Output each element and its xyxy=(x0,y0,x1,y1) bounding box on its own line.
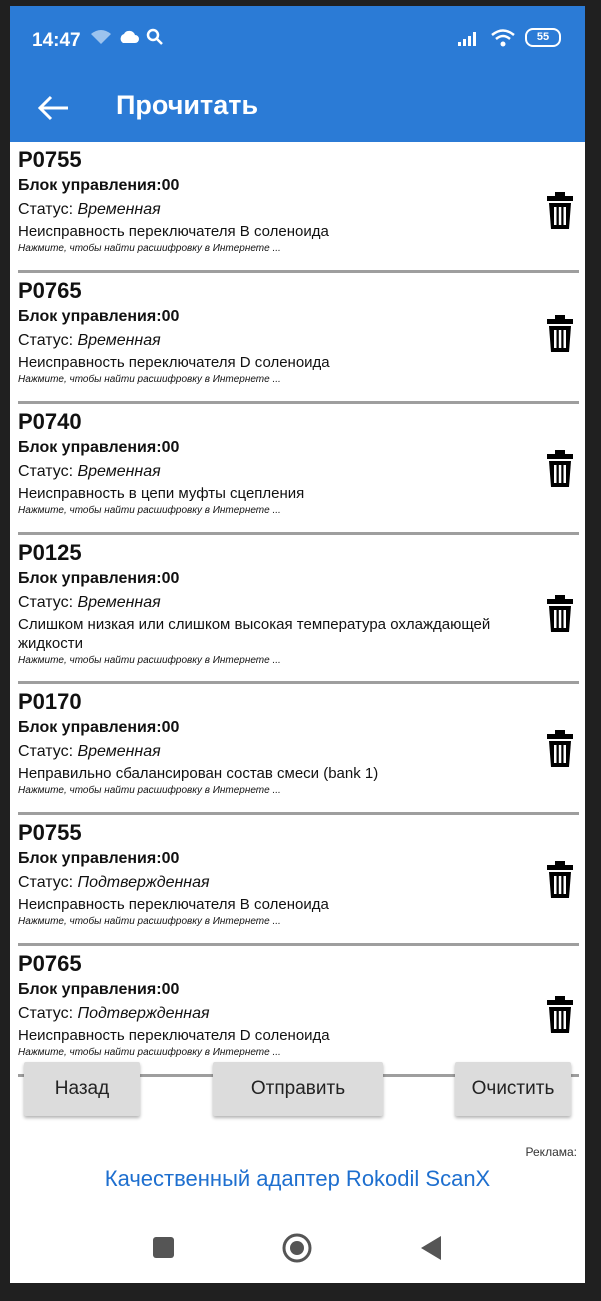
status-value: Подтвержденная xyxy=(77,874,210,891)
control-unit-value: 00 xyxy=(161,850,180,867)
control-unit xyxy=(18,847,579,871)
error-description: Неисправность переключателя D соленоида xyxy=(18,354,330,371)
status xyxy=(18,198,579,222)
status-label: Статус: xyxy=(18,332,78,349)
lookup-hint[interactable]: Нажмите, чтобы найти расшифровку в Интернете ... xyxy=(18,916,281,927)
trash-icon[interactable] xyxy=(547,450,573,488)
status-value: Временная xyxy=(77,463,161,480)
back-arrow-icon[interactable] xyxy=(34,88,74,128)
status-label: Статус: xyxy=(18,1005,78,1022)
error-description: Неисправность переключателя B соленоида xyxy=(18,223,329,240)
status-value: Временная xyxy=(77,332,161,349)
control-unit-value: 00 xyxy=(161,570,180,587)
list-item[interactable] xyxy=(18,946,579,1077)
recent-apps-icon[interactable] xyxy=(153,1237,174,1258)
control-unit xyxy=(18,305,579,329)
status-label: Статус: xyxy=(18,594,78,611)
back-nav-icon[interactable] xyxy=(421,1236,441,1260)
ad-label: Реклама: xyxy=(525,1145,577,1159)
control-unit xyxy=(18,436,579,460)
control-unit xyxy=(18,567,579,591)
app-bar xyxy=(10,76,585,142)
ad-link[interactable]: Качественный адаптер Rokodil ScanX xyxy=(104,1166,491,1191)
cloud-icon xyxy=(118,30,140,44)
lookup-hint[interactable]: Нажмите, чтобы найти расшифровку в Интернете ... xyxy=(18,243,281,254)
error-code: P0765 xyxy=(18,278,82,303)
status-value: Подтвержденная xyxy=(77,1005,210,1022)
back-button[interactable]: Назад xyxy=(24,1062,140,1116)
error-code: P0125 xyxy=(18,540,82,565)
trash-icon[interactable] xyxy=(547,730,573,768)
error-code: P0755 xyxy=(18,147,82,172)
control-unit-label: Блок управления: xyxy=(18,719,162,736)
error-code: P0755 xyxy=(18,820,82,845)
list-item[interactable] xyxy=(18,142,579,273)
error-code: P0765 xyxy=(18,951,82,976)
error-code: P0740 xyxy=(18,409,82,434)
battery-icon: 55 xyxy=(525,28,561,47)
status-label: Статус: xyxy=(18,201,78,218)
error-description: Неисправность переключателя B соленоида xyxy=(18,896,329,913)
trash-icon[interactable] xyxy=(547,315,573,353)
status xyxy=(18,460,579,484)
lookup-hint[interactable]: Нажмите, чтобы найти расшифровку в Интернете ... xyxy=(18,655,281,666)
trash-icon[interactable] xyxy=(547,996,573,1034)
control-unit-value: 00 xyxy=(161,981,180,998)
signal-icon xyxy=(457,30,481,46)
wifi-icon xyxy=(491,29,515,47)
control-unit-label: Блок управления: xyxy=(18,850,162,867)
home-icon[interactable] xyxy=(284,1235,310,1261)
lookup-hint[interactable]: Нажмите, чтобы найти расшифровку в Интернете ... xyxy=(18,785,281,796)
status-label: Статус: xyxy=(18,463,78,480)
list-item[interactable] xyxy=(18,684,579,815)
clear-button[interactable]: Очистить xyxy=(455,1062,571,1116)
control-unit-value: 00 xyxy=(161,177,180,194)
lookup-hint[interactable]: Нажмите, чтобы найти расшифровку в Интернете ... xyxy=(18,374,281,385)
list-item[interactable] xyxy=(18,404,579,535)
trash-icon[interactable] xyxy=(547,192,573,230)
search-icon xyxy=(146,28,164,46)
send-button[interactable]: Отправить xyxy=(213,1062,383,1116)
error-description: Неисправность переключателя D соленоида xyxy=(18,1027,330,1044)
control-unit xyxy=(18,716,579,740)
lookup-hint[interactable]: Нажмите, чтобы найти расшифровку в Интернете ... xyxy=(18,1047,281,1058)
status-label: Статус: xyxy=(18,743,78,760)
status-value: Временная xyxy=(77,201,161,218)
control-unit-label: Блок управления: xyxy=(18,439,162,456)
control-unit-label: Блок управления: xyxy=(18,177,162,194)
error-description: Неисправность в цепи муфты сцепления xyxy=(18,485,305,502)
trash-icon[interactable] xyxy=(547,595,573,633)
phone-screen xyxy=(10,6,585,1283)
status-icons-right xyxy=(457,28,561,47)
status xyxy=(18,740,579,764)
control-unit-label: Блок управления: xyxy=(18,570,162,587)
list-item[interactable] xyxy=(18,273,579,404)
control-unit-label: Блок управления: xyxy=(18,308,162,325)
list-item[interactable] xyxy=(18,535,579,684)
control-unit xyxy=(18,174,579,198)
control-unit-label: Блок управления: xyxy=(18,981,162,998)
error-description: Слишком низкая или слишком высокая температура охлаждающей жидкости xyxy=(18,616,491,652)
control-unit-value: 00 xyxy=(161,308,180,325)
error-code-list[interactable] xyxy=(10,142,585,1058)
status xyxy=(18,329,579,353)
status-bar xyxy=(10,6,585,76)
control-unit-value: 00 xyxy=(161,439,180,456)
status-icons-left xyxy=(90,28,164,46)
status-time: 14:47 xyxy=(32,30,81,51)
list-item[interactable] xyxy=(18,815,579,946)
trash-icon[interactable] xyxy=(547,861,573,899)
lookup-hint[interactable]: Нажмите, чтобы найти расшифровку в Интернете ... xyxy=(18,505,281,516)
status-label: Статус: xyxy=(18,874,78,891)
status-value: Временная xyxy=(77,594,161,611)
control-unit xyxy=(18,978,579,1002)
page-title: Прочитать xyxy=(116,90,259,120)
error-description: Неправильно сбалансирован состав смеси (bank 1) xyxy=(18,765,379,782)
status xyxy=(18,871,579,895)
control-unit-value: 00 xyxy=(161,719,180,736)
network-icon xyxy=(90,29,112,45)
error-code: P0170 xyxy=(18,689,82,714)
status xyxy=(18,1002,579,1026)
status xyxy=(18,591,579,615)
status-value: Временная xyxy=(77,743,161,760)
navigation-bar xyxy=(10,1214,585,1283)
